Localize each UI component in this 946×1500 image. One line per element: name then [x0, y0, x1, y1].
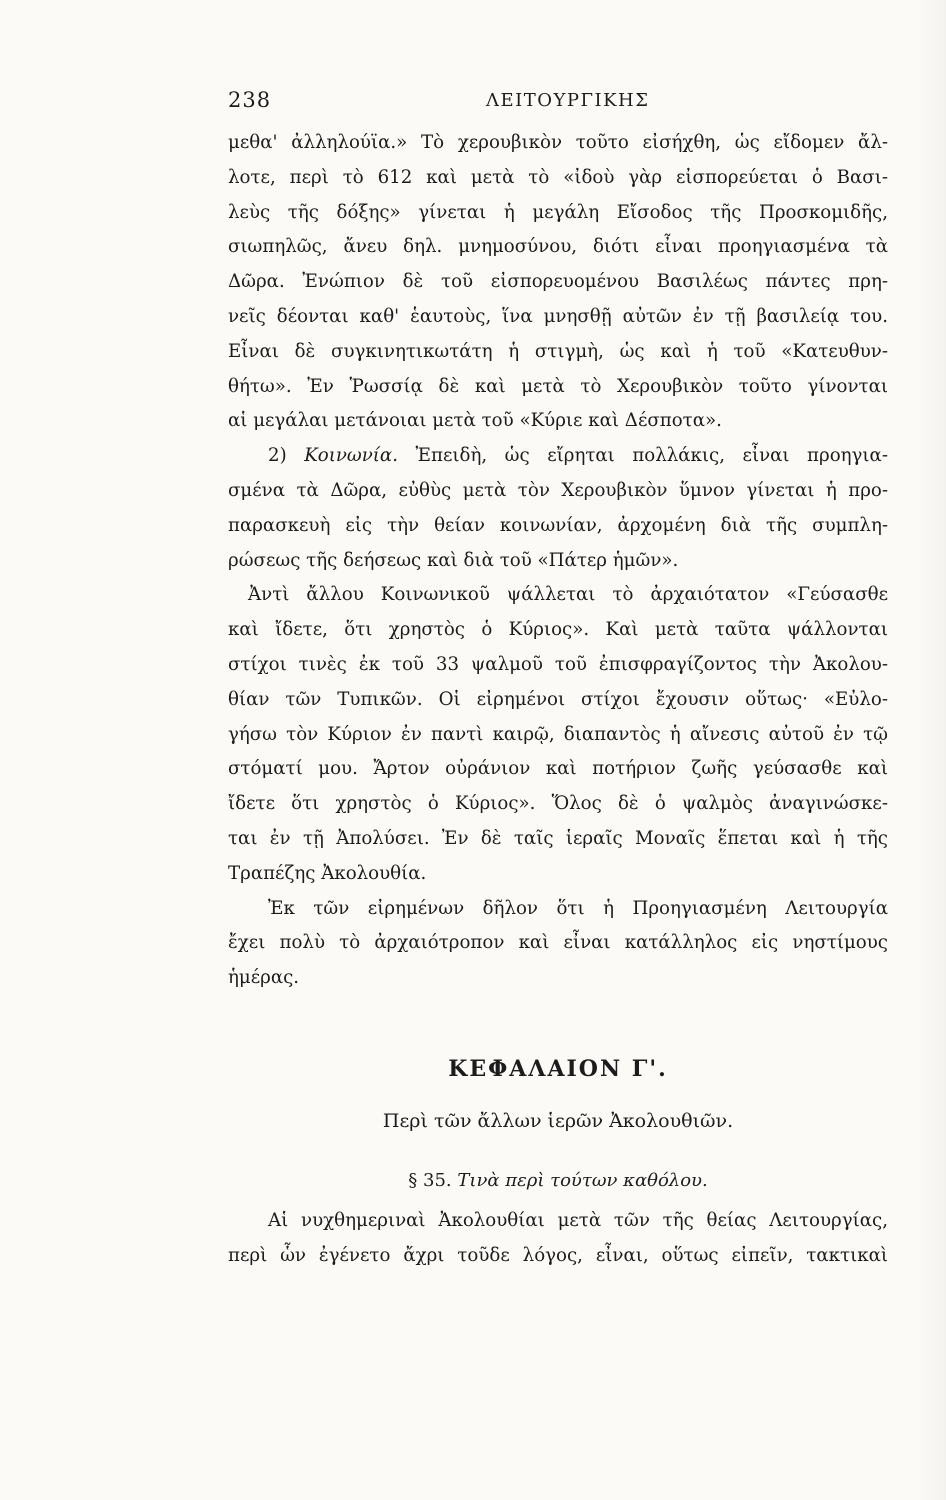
text-line: Δῶρα. Ἐνώπιον δὲ τοῦ εἰσπορευομένου Βασιλέως πάντες πρη-: [228, 271, 888, 293]
text-line: ἔχει πολὺ τὸ ἀρχαιότροπον καὶ εἶναι κατάλληλος εἰς νηστίμους: [228, 932, 888, 954]
text-line: λεὺς τῆς δόξης» γίνεται ἡ μεγάλη Εἴσοδος τῆς Προσκομιδῆς,: [228, 201, 888, 223]
text-line: ρώσεως τῆς δεήσεως καὶ διὰ τοῦ «Πάτερ ἡμῶν».: [228, 549, 679, 571]
final-paragraph: [228, 1204, 888, 1274]
text-line: λοτε, περὶ τὸ 612 καὶ μετὰ τὸ «ἰδοὺ γὰρ εἰσπορεύεται ὁ Βασι-: [228, 166, 888, 188]
text-line: Εἶναι δὲ συγκινητικωτάτη ἡ στιγμὴ, ὡς καὶ ἡ τοῦ «Κατευθυν-: [228, 340, 888, 362]
text-line: ἴδετε ὅτι χρηστὸς ὁ Κύριος». Ὅλος δὲ ὁ ψαλμὸς ἀναγινώσκε-: [228, 793, 888, 815]
text-line: Τραπέζης Ἀκολουθία.: [228, 862, 427, 884]
section-number: § 35.: [408, 1170, 452, 1191]
running-head: ΛΕΙΤΟΥΡΓΙΚΗΣ: [486, 90, 650, 111]
paragraph-2-heading: Κοινωνία.: [304, 445, 398, 467]
text-line: ἡμέρας.: [228, 967, 300, 989]
text-line: ται ἐν τῇ Ἀπολύσει. Ἐν δὲ ταῖς ἱεραῖς Μοναῖς ἕπεται καὶ ἡ τῆς: [228, 827, 888, 849]
text-line: νεῖς δέονται καθ' ἑαυτοὺς, ἵνα μνησθῇ αὐτῶν ἐν τῇ βασιλείᾳ του.: [228, 305, 888, 327]
text-line: στίχοι τινὲς ἐκ τοῦ 33 ψαλμοῦ τοῦ ἐπισφραγίζοντος τὴν Ἀκολου-: [228, 653, 888, 675]
text-line: θίαν τῶν Τυπικῶν. Οἱ εἰρημένοι στίχοι ἔχουσιν οὕτως· «Εὐλο-: [228, 688, 888, 710]
text-line: καὶ ἴδετε, ὅτι χρηστὸς ὁ Κύριος». Καὶ μετὰ ταῦτα ψάλλονται: [228, 619, 888, 641]
text-line: στόματί μου. Ἄρτον οὐράνιον καὶ ποτήριον ζωῆς γεύσασθε καὶ: [228, 758, 888, 780]
text-line: θήτω». Ἐν Ῥωσσίᾳ δὲ καὶ μετὰ τὸ Χερουβικὸν τοῦτο γίνονται: [228, 375, 888, 397]
paragraph-2-label: 2): [268, 445, 287, 467]
page-edge-shadow: [916, 0, 946, 1500]
page-number: 238: [228, 88, 272, 112]
section-title: Τινὰ περὶ τούτων καθόλου.: [457, 1170, 708, 1191]
paragraph-2: [228, 439, 888, 578]
chapter-subtitle: Περὶ τῶν ἄλλων ἱερῶν Ἀκολουθιῶν.: [382, 1110, 734, 1132]
page-header: [228, 88, 888, 118]
text-line: σιωπηλῶς, ἄνευ δηλ. μνημοσύνου, διότι εἶναι προηγιασμένα τὰ: [228, 236, 888, 258]
paragraph-3: [228, 578, 888, 891]
text-line: Ἐκ τῶν εἰρημένων δῆλον ὅτι ἡ Προηγιασμένη Λειτουργία: [268, 897, 888, 919]
main-text: [228, 126, 888, 996]
text-line: αἱ μεγάλαι μετάνοιαι μετὰ τοῦ «Κύριε καὶ Δέσποτα».: [228, 410, 722, 432]
section-heading: [228, 1170, 888, 1191]
text-line: γήσω τὸν Κύριον ἐν παντὶ καιρῷ, διαπαντὸς ἡ αἴνεσις αὐτοῦ ἐν τῷ: [228, 723, 888, 745]
text-line: Ἀντὶ ἄλλου Κοινωνικοῦ ψάλλεται τὸ ἀρχαιότατον «Γεύσασθε: [248, 584, 888, 606]
text-line: Αἱ νυχθημεριναὶ Ἀκολουθίαι μετὰ τῶν τῆς θείας Λειτουργίας,: [268, 1210, 888, 1231]
paragraph-2-first-line: Ἐπειδὴ, ὡς εἴρηται πολλάκις, εἶναι προηγια-: [415, 445, 888, 467]
text-line: [228, 439, 888, 474]
text-line: μεθα' ἀλληλούϊα.» Τὸ χερουβικὸν τοῦτο εἰσήχθη, ὡς εἴδομεν ἄλ-: [228, 132, 888, 153]
text-line: περὶ ὧν ἐγένετο ἄχρι τοῦδε λόγος, εἶναι, οὕτως εἰπεῖν, τακτικαὶ: [228, 1244, 888, 1266]
text-line: παρασκευὴ εἰς τὴν θείαν κοινωνίαν, ἀρχομένη διὰ τῆς συμπλη-: [228, 514, 888, 536]
paragraph-1: [228, 126, 888, 439]
chapter-title: ΚΕΦΑΛΑΙΟΝ Γ'.: [448, 1056, 668, 1082]
text-line: σμένα τὰ Δῶρα, εὐθὺς μετὰ τὸν Χερουβικὸν ὕμνον γίνεται ἡ προ-: [228, 479, 888, 501]
paragraph-4: [228, 892, 888, 996]
